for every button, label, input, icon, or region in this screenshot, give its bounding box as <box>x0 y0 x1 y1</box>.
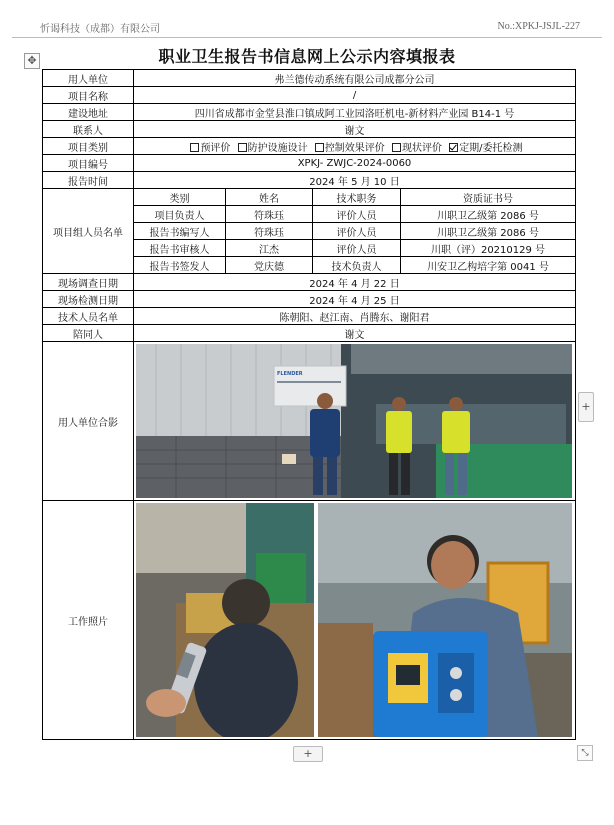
row-group-photo <box>43 342 576 501</box>
row-project-no <box>43 155 576 172</box>
label-project-name: 项目名称 <box>43 87 134 104</box>
row-tech-staff <box>43 308 576 325</box>
row-project-name <box>43 87 576 104</box>
group-photo-image[interactable] <box>136 344 572 498</box>
header-divider <box>12 37 602 38</box>
option-protection-design: 防护设施设计 <box>247 142 308 154</box>
row-contact <box>43 121 576 138</box>
checkbox-pre-eval[interactable] <box>190 143 199 152</box>
row-report-time <box>43 172 576 189</box>
row-accompany <box>43 325 576 342</box>
label-unit: 用人单位 <box>43 70 134 87</box>
value-survey-date[interactable]: 2024 年 4 月 22 日 <box>134 274 576 291</box>
disclosure-form-table <box>42 69 576 740</box>
label-work-photos: 工作照片 <box>43 501 134 740</box>
label-survey-date: 现场调查日期 <box>43 274 134 291</box>
team-cell-role[interactable]: 报告书编写人 <box>134 223 226 240</box>
label-tech-staff: 技术人员名单 <box>43 308 134 325</box>
team-cell-name[interactable]: 党庆德 <box>226 257 313 274</box>
row-test-date <box>43 291 576 308</box>
team-header-category: 类别 <box>134 189 226 206</box>
team-cell-role[interactable]: 项目负责人 <box>134 206 226 223</box>
work-photo-left[interactable] <box>136 503 314 737</box>
team-cell-role[interactable]: 报告书签发人 <box>134 257 226 274</box>
team-cell-name[interactable]: 符珠珏 <box>226 223 313 240</box>
work-photo-right[interactable] <box>318 503 572 737</box>
group-photo-cell <box>134 342 576 501</box>
team-cell-role[interactable]: 报告书审核人 <box>134 240 226 257</box>
option-periodic-test: 定期/委托检测 <box>459 142 523 154</box>
row-work-photos <box>43 501 576 740</box>
add-column-button[interactable]: + <box>578 392 594 422</box>
team-cell-name[interactable]: 符珠珏 <box>226 206 313 223</box>
flender-sign-text: FLENDER <box>277 371 303 377</box>
row-survey-date <box>43 274 576 291</box>
table-move-handle-icon[interactable]: ✥ <box>24 53 40 69</box>
label-test-date: 现场检测日期 <box>43 291 134 308</box>
value-project-name[interactable]: / <box>134 87 576 104</box>
team-cell-cert[interactable]: 川职（评）20210129 号 <box>401 240 576 257</box>
label-address: 建设地址 <box>43 104 134 121</box>
row-category <box>43 138 576 155</box>
company-header: 忻谒科技（成都）有限公司 <box>40 24 160 35</box>
value-report-time[interactable]: 2024 年 5 月 10 日 <box>134 172 576 189</box>
row-address <box>43 104 576 121</box>
value-unit[interactable]: 弗兰德传动系统有限公司成都分公司 <box>134 70 576 87</box>
team-cell-title[interactable]: 评价人员 <box>313 206 401 223</box>
work-photos-cell <box>134 501 576 740</box>
label-team: 项目组人员名单 <box>43 189 134 274</box>
option-control-effect: 控制效果评价 <box>324 142 385 154</box>
team-cell-title[interactable]: 评价人员 <box>313 240 401 257</box>
value-category <box>134 138 576 155</box>
team-cell-cert[interactable]: 川安卫乙构培字第 0041 号 <box>401 257 576 274</box>
value-contact[interactable]: 谢文 <box>134 121 576 138</box>
label-category: 项目类别 <box>43 138 134 155</box>
value-tech-staff[interactable]: 陈朝阳、赵江南、肖腾东、谢阳君 <box>134 308 576 325</box>
row-unit <box>43 70 576 87</box>
team-header-cert: 资质证书号 <box>401 189 576 206</box>
team-cell-cert[interactable]: 川职卫乙级第 2086 号 <box>401 223 576 240</box>
value-project-no[interactable]: XPKJ- ZWJC-2024-0060 <box>134 155 576 172</box>
value-address[interactable]: 四川省成都市金堂县淮口镇成阿工业园洛旺机电-新材料产业园 B14-1 号 <box>134 104 576 121</box>
team-header-row <box>43 189 576 206</box>
label-group-photo: 用人单位合影 <box>43 342 134 501</box>
document-number: No.:XPKJ-JSJL-227 <box>497 21 580 32</box>
label-project-no: 项目编号 <box>43 155 134 172</box>
value-accompany[interactable]: 谢文 <box>134 325 576 342</box>
checkbox-protection-design[interactable] <box>238 143 247 152</box>
table-resize-handle-icon[interactable]: ⤡ <box>577 745 593 761</box>
checkbox-control-effect[interactable] <box>315 143 324 152</box>
team-header-title: 技术职务 <box>313 189 401 206</box>
team-cell-title[interactable]: 技术负责人 <box>313 257 401 274</box>
page-title: 职业卫生报告书信息网上公示内容填报表 <box>158 47 456 66</box>
label-accompany: 陪同人 <box>43 325 134 342</box>
checkbox-status-eval[interactable] <box>392 143 401 152</box>
add-row-button[interactable]: + <box>293 746 323 762</box>
team-cell-title[interactable]: 评价人员 <box>313 223 401 240</box>
label-contact: 联系人 <box>43 121 134 138</box>
value-test-date[interactable]: 2024 年 4 月 25 日 <box>134 291 576 308</box>
checkbox-periodic-test[interactable] <box>449 143 458 152</box>
team-cell-name[interactable]: 江杰 <box>226 240 313 257</box>
team-cell-cert[interactable]: 川职卫乙级第 2086 号 <box>401 206 576 223</box>
option-pre-eval: 预评价 <box>200 142 231 154</box>
team-header-name: 姓名 <box>226 189 313 206</box>
option-status-eval: 现状评价 <box>402 142 442 154</box>
label-report-time: 报告时间 <box>43 172 134 189</box>
